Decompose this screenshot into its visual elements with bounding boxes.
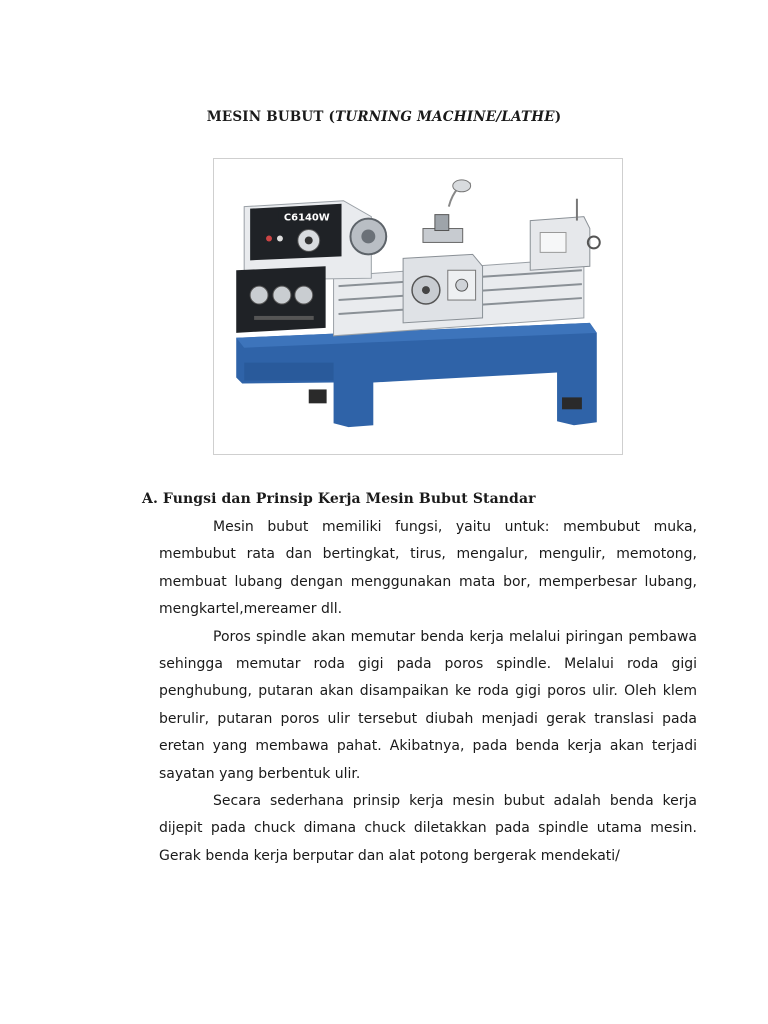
document-title: [0, 109, 768, 125]
paragraph-functions: Mesin bubut memiliki fungsi, yaitu untuk: membubut muka, membubut rata dan bertingkat, tirus, mengalur, mengulir, memotong, membuat lubang dengan menggunakan mata bor, memperbesar lubang, mengkartel,mereamer dll.: [159, 519, 697, 618]
paragraph-spindle: Poros spindle akan memutar benda kerja melalui piringan pembawa sehingga memutar roda gigi pada poros spindle. Melalui roda gigi penghubung, putaran akan disampaikan ke roda gigi poros ulir. Oleh klem berulir, putaran poros ulir tersebut diubah menjadi gerak translasi pada eretan yang membawa pahat. Akibatnya, pada benda kerja akan terjadi sayatan yang berbentuk ulir.: [159, 628, 697, 782]
lathe-machine-figure: [213, 158, 623, 455]
section-heading: A. Fungsi dan Prinsip Kerja Mesin Bubut Standar: [142, 491, 536, 507]
section-body: [159, 514, 697, 870]
title-main: MESIN BUBUT (: [206, 109, 336, 125]
paragraph-principle: Secara sederhana prinsip kerja mesin bubut adalah benda kerja dijepit pada chuck dimana chuck diletakkan pada spindle utama mesin. Gerak benda kerja berputar dan alat potong bergerak mendekati/: [159, 793, 697, 864]
title-italic: TURNING MACHINE/LATHE: [335, 109, 555, 125]
lathe-illustration: [214, 159, 622, 454]
model-label: C6140W: [283, 212, 330, 224]
title-close: ): [554, 109, 562, 125]
